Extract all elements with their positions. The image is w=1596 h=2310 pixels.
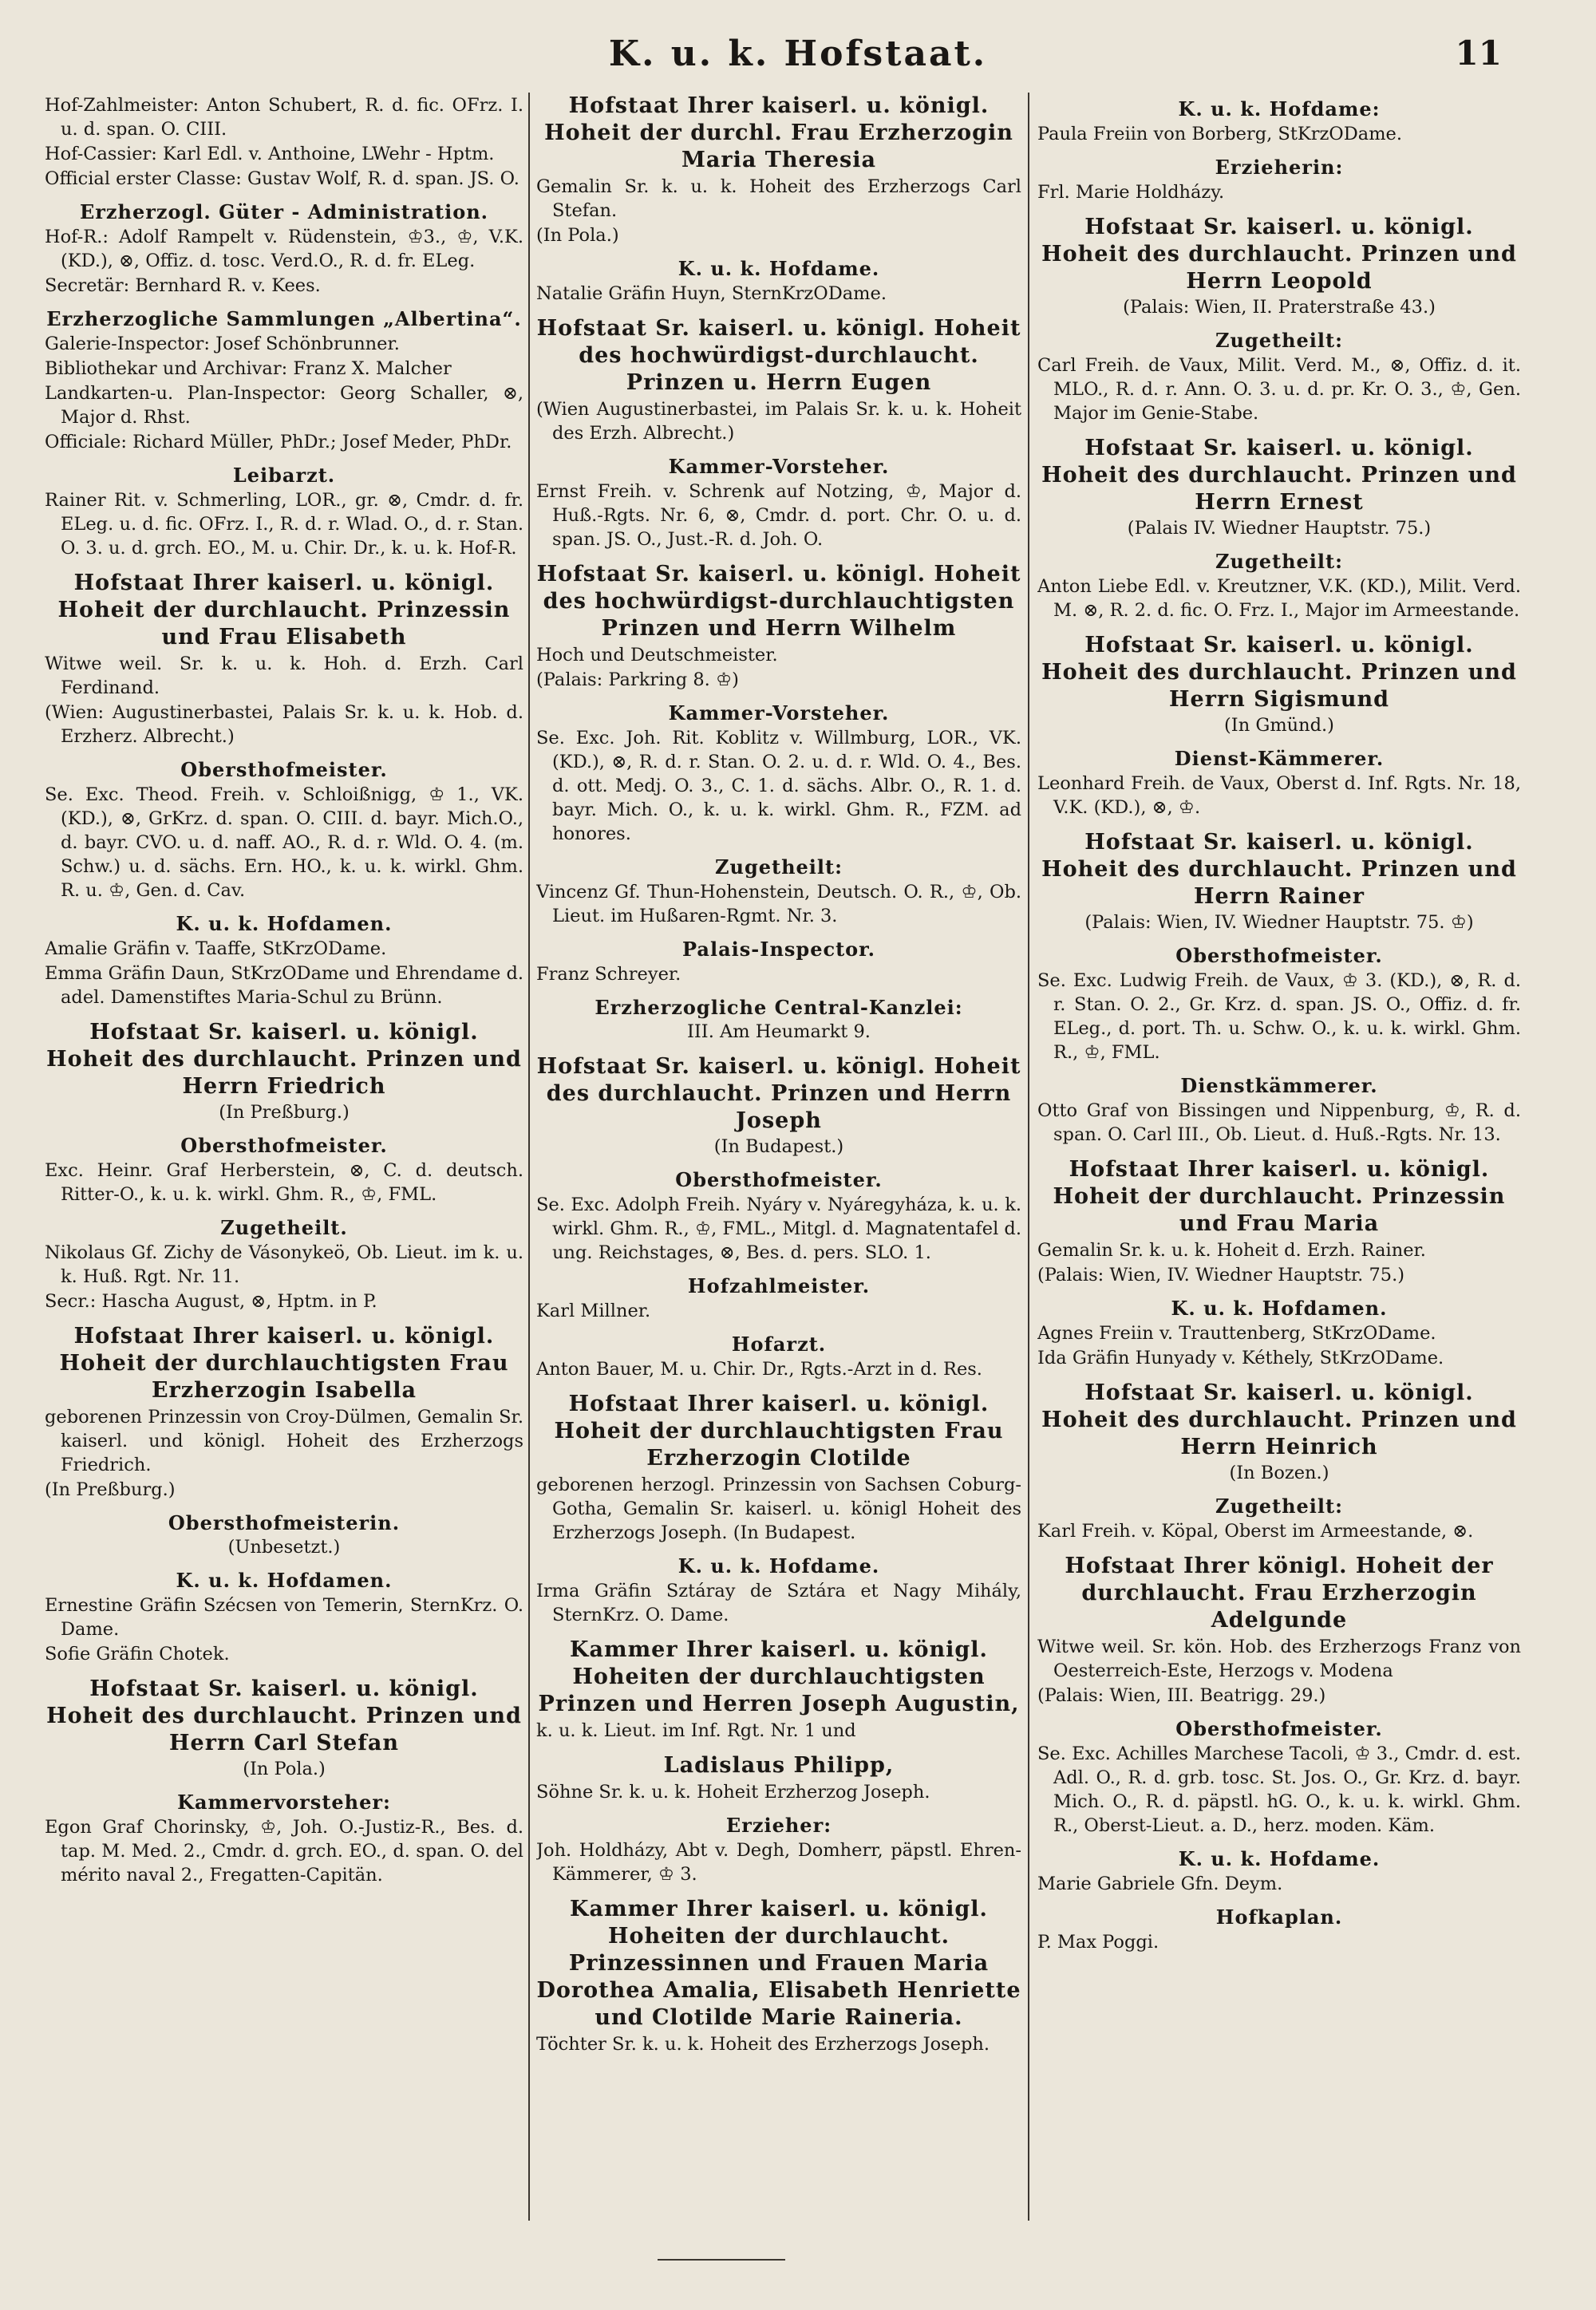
section-block: [45, 912, 523, 1009]
section-block: [536, 1896, 1021, 2056]
subsection-heading: Kammer-Vorsteher.: [668, 455, 890, 478]
section-block: [1037, 1847, 1521, 1896]
section-block: [1037, 214, 1521, 319]
entry-text: Nikolaus Gf. Zichy de Vásonykeö, Ob. Lieut. im k. u. k. Huß. Rgt. Nr. 11.: [45, 1242, 523, 1287]
location-note: (Palais: Wien, IV. Wiedner Hauptstr. 75. ♔): [1084, 912, 1474, 933]
subsection-heading: Kammervorsteher:: [177, 1791, 391, 1814]
section-block: [45, 464, 523, 560]
section-heading: Hofstaat Ihrer königl. Hoheit der durchlaucht. Frau Erzherzogin Adelgunde: [1065, 1554, 1494, 1633]
section-heading: Hofstaat Ihrer kaiserl. u. königl. Hoheit der durchlauchtigsten Frau Erzherzogin Clotilde: [554, 1392, 1004, 1471]
location-note: (In Bozen.): [1229, 1463, 1329, 1483]
running-head: K. u. k. Hofstaat.: [608, 34, 988, 74]
subsection-heading: Dienst-Kämmerer.: [1174, 747, 1385, 770]
entry-text: Irma Gräfin Sztáray de Sztára et Nagy Mihály, SternKrz. O. Dame.: [536, 1581, 1021, 1625]
section-block: [1037, 1156, 1521, 1287]
section-block: [45, 570, 523, 748]
entry-text: Ernst Freih. v. Schrenk auf Notzing, ♔, Major d. Huß.-Rgts. Nr. 6, ⊗, Cmdr. d. port. Chr. O. u. d. span. JS. O., Just.-R. d. Joh. O.: [536, 481, 1021, 550]
location-note: (Palais: Wien, II. Praterstraße 43.): [1123, 297, 1436, 318]
column-rule: [1028, 93, 1029, 2221]
entry-text: Ernestine Gräfin Szécsen von Temerin, SternKrz. O. Dame.: [45, 1595, 523, 1640]
subsection-heading: Leibarzt.: [232, 464, 336, 487]
section-heading: Kammer Ihrer kaiserl. u. königl. Hoheiten der durchlauchtigsten Prinzen und Herren Joseph Augustin,: [538, 1637, 1020, 1716]
entry-text: Se. Exc. Ludwig Freih. de Vaux, ♔ 3. (KD.), ⊗, R. d. r. Stan. O. 2., Gr. Krz. d. span. JS. O., Offiz. d. fr. ELeg., d. port. Th. u. Schw. O., k. u. k. wirkl. Ghm. R., ♔, FML.: [1037, 970, 1521, 1063]
subsection-heading: Hofkaplan.: [1215, 1905, 1343, 1929]
entry-text: Gemalin Sr. k. u. k. Hoheit d. Erzh. Rainer.: [1037, 1240, 1426, 1261]
entry-text: Carl Freih. de Vaux, Milit. Verd. M., ⊗, Offiz. d. it. MLO., R. d. r. Ann. O. 3. u. d. pr. Kr. O. 3., ♔, Gen. Major im Genie-Stabe.: [1037, 355, 1521, 424]
section-heading: Hofstaat Ihrer kaiserl. u. königl. Hoheit der durchl. Frau Erzherzogin Maria Theresia: [544, 93, 1013, 172]
footer-rule: [658, 2259, 785, 2261]
entry-text: Leonhard Freih. de Vaux, Oberst d. Inf. Rgts. Nr. 18, V.K. (KD.), ⊗, ♔.: [1037, 773, 1521, 818]
section-block: [1037, 97, 1521, 146]
section-block: [1037, 1074, 1521, 1147]
section-block: [45, 1019, 523, 1124]
section-heading: Hofstaat Sr. kaiserl. u. königl. Hoheit des durchlaucht. Prinzen und Herrn Sigismund: [1041, 633, 1517, 712]
section-block: [536, 1637, 1021, 1743]
entry-text: Töchter Sr. k. u. k. Hoheit des Erzherzogs Joseph.: [536, 2034, 990, 2055]
section-block: [536, 996, 1021, 1044]
section-block: [45, 1791, 523, 1887]
subsection-heading: Zugetheilt:: [1215, 550, 1343, 573]
subsection-heading: Erzieher:: [725, 1814, 832, 1837]
section-block: [45, 93, 523, 191]
section-heading: Ladislaus Philipp,: [663, 1753, 895, 1778]
entry-text: Natalie Gräfin Huyn, SternKrzODame.: [536, 283, 887, 304]
subsection-heading: Hofarzt.: [731, 1333, 827, 1356]
section-block: [1037, 1495, 1521, 1543]
subsection-heading: K. u. k. Hofdame.: [1178, 1847, 1381, 1870]
entry-text: geborenen herzogl. Prinzessin von Sachsen Coburg-Gotha, Gemalin Sr. kaiserl. u. königl Hoheit des Erzherzogs Joseph. (In Budapest.: [536, 1475, 1021, 1543]
section-block: [1037, 747, 1521, 819]
section-block: [45, 1134, 523, 1206]
entry-text: geborenen Prinzessin von Croy-Dülmen, Gemalin Sr. kaiserl. und königl. Hoheit des Erzherzogs Friedrich.: [45, 1407, 523, 1475]
entry-text: Vincenz Gf. Thun-Hohenstein, Deutsch. O. R., ♔, Ob. Lieut. im Hußaren-Rgmt. Nr. 3.: [536, 882, 1021, 926]
location-note: (Palais IV. Wiedner Hauptstr. 75.): [1127, 518, 1432, 539]
section-block: [536, 561, 1021, 692]
subsection-heading: K. u. k. Hofdamen.: [176, 1569, 393, 1592]
section-heading: Hofstaat Ihrer kaiserl. u. königl. Hoheit der durchlauchtigsten Frau Erzherzogin Isabella: [59, 1324, 509, 1403]
section-heading: Hofstaat Sr. kaiserl. u. königl. Hoheit des durchlaucht. Prinzen und Herrn Rainer: [1041, 830, 1517, 909]
subsection-heading: Zugetheilt:: [1215, 1495, 1343, 1518]
subsection-heading: K. u. k. Hofdame.: [678, 257, 880, 280]
entry-text: (In Preßburg.): [45, 1479, 176, 1500]
section-heading: Hofstaat Sr. kaiserl. u. königl. Hoheit des durchlaucht. Prinzen und Herrn Heinrich: [1041, 1380, 1517, 1459]
section-block: [45, 200, 523, 298]
section-block: [536, 701, 1021, 846]
section-block: [536, 1333, 1021, 1381]
section-heading: Hofstaat Ihrer kaiserl. u. königl. Hoheit der durchlaucht. Prinzessin und Frau Elisabeth: [57, 571, 511, 650]
entry-text: Hof-Zahlmeister: Anton Schubert, R. d. fic. OFrz. I. u. d. span. O. CIII.: [45, 95, 523, 140]
subsection-heading: Kammer-Vorsteher.: [668, 701, 890, 725]
subsection-heading: Hofzahlmeister.: [687, 1274, 871, 1297]
section-block: [1037, 944, 1521, 1064]
subsection-heading: Zugetheilt:: [714, 855, 843, 879]
entry-text: Landkarten-u. Plan-Inspector: Georg Schaller, ⊗, Major d. Rhst.: [45, 383, 523, 428]
section-block: [1037, 829, 1521, 934]
subsection-heading: Erzherzogliche Sammlungen „Albertina“.: [46, 307, 522, 330]
section-block: [1037, 1717, 1521, 1838]
entry-text: Franz Schreyer.: [536, 964, 681, 985]
section-block: [1037, 156, 1521, 204]
entry-text: Hoch und Deutschmeister.: [536, 645, 778, 665]
section-block: [1037, 435, 1521, 540]
entry-text: Hof-Cassier: Karl Edl. v. Anthoine, LWehr - Hptm.: [45, 144, 495, 164]
section-block: [536, 1391, 1021, 1545]
section-block: [1037, 1553, 1521, 1708]
section-block: [45, 1569, 523, 1666]
entry-text: Se. Exc. Joh. Rit. Koblitz v. Willmburg, LOR., VK. (KD.), ⊗, R. d. r. Stan. O. 2. u. d. r. Wld. O. 4., Bes. d. ott. Medj. O. 3., C. 1. d. sächs. Albr. O., R. 1. d. bayr. Mich. O., k. u. k. wirkl. Ghm. R., FZM. ad honores.: [536, 728, 1021, 844]
section-block: [536, 1554, 1021, 1627]
entry-text: (Palais: Parkring 8. ♔): [536, 669, 739, 690]
entry-text: Bibliothekar und Archivar: Franz X. Malcher: [45, 358, 452, 379]
entry-text: Galerie-Inspector: Josef Schönbrunner.: [45, 334, 400, 354]
section-block: [45, 1511, 523, 1559]
section-block: [45, 1676, 523, 1781]
location-note: (In Preßburg.): [219, 1102, 350, 1123]
column-2: [536, 93, 1021, 2221]
location-note: (Unbesetzt.): [227, 1537, 341, 1558]
entry-text: Sofie Gräfin Chotek.: [45, 1644, 230, 1664]
entry-text: (Wien: Augustinerbastei, Palais Sr. k. u. k. Hob. d. Erzherz. Albrecht.): [45, 702, 523, 747]
section-block: [536, 1168, 1021, 1265]
section-block: [1037, 329, 1521, 425]
section-block: [536, 93, 1021, 247]
entry-text: Otto Graf von Bissingen und Nippenburg, ♔, R. d. span. O. Carl III., Ob. Lieut. d. Huß.-Rgts. Nr. 13.: [1037, 1100, 1521, 1145]
section-heading: Hofstaat Sr. kaiserl. u. königl. Hoheit des durchlaucht. Prinzen und Herrn Ernest: [1041, 436, 1517, 515]
entry-text: Karl Millner.: [536, 1301, 651, 1321]
section-heading: Hofstaat Sr. kaiserl. u. königl. Hoheit des hochwürdigst-durchlauchtigsten Prinzen und Herrn Wilhelm: [536, 562, 1021, 641]
entry-text: Se. Exc. Achilles Marchese Tacoli, ♔ 3., Cmdr. d. est. Adl. O., R. d. grb. tosc. St. Jos. O., Gr. Krz. d. bayr. Mich. O., R. d. päpstl. hG. O., k. u. k. wirkl. Ghm. R., Oberst-Lieut. a. D., herz. moden. Käm.: [1037, 1743, 1521, 1836]
entry-text: Frl. Marie Holdházy.: [1037, 182, 1225, 203]
subsection-heading: Obersthofmeisterin.: [168, 1511, 401, 1534]
entry-text: Witwe weil. Sr. kön. Hob. des Erzherzogs Franz von Oesterreich-Este, Herzogs v. Modena: [1037, 1637, 1521, 1681]
subsection-heading: K. u. k. Hofdame:: [1178, 97, 1381, 120]
entry-text: (In Pola.): [536, 225, 619, 246]
entry-text: (Wien Augustinerbastei, im Palais Sr. k. u. k. Hoheit des Erzh. Albrecht.): [536, 399, 1021, 444]
entry-text: Secretär: Bernhard R. v. Kees.: [45, 275, 321, 296]
entry-text: Witwe weil. Sr. k. u. k. Hoh. d. Erzh. Carl Ferdinand.: [45, 654, 523, 698]
entry-text: Egon Graf Chorinsky, ♔, Joh. O.-Justiz-R., Bes. d. tap. M. Med. 2., Cmdr. d. grch. EO., d. span. O. del mérito naval 2., Fregatten-Capitän.: [45, 1817, 523, 1886]
entry-text: Anton Liebe Edl. v. Kreutzner, V.K. (KD.), Milit. Verd. M. ⊗, R. 2. d. fic. O. Frz. I., Major im Armeestande.: [1037, 576, 1521, 621]
entry-text: Ida Gräfin Hunyady v. Kéthely, StKrzODame.: [1037, 1348, 1444, 1368]
section-block: [45, 1323, 523, 1502]
subsection-heading: Palais-Inspector.: [682, 938, 875, 961]
section-block: [536, 1752, 1021, 1804]
entry-text: Agnes Freiin v. Trauttenberg, StKrzODame.: [1037, 1323, 1436, 1344]
subsection-heading: Obersthofmeister.: [180, 758, 388, 781]
subsection-heading: Obersthofmeister.: [1175, 944, 1383, 967]
entry-text: Secr.: Hascha August, ⊗, Hptm. in P.: [45, 1291, 377, 1312]
location-note: (In Pola.): [243, 1759, 326, 1779]
entry-text: Gemalin Sr. k. u. k. Hoheit des Erzherzogs Carl Stefan.: [536, 176, 1021, 221]
entry-text: (Palais: Wien, IV. Wiedner Hauptstr. 75.): [1037, 1265, 1405, 1285]
subsection-heading: K. u. k. Hofdamen.: [1171, 1297, 1388, 1320]
entry-text: Hof-R.: Adolf Rampelt v. Rüdenstein, ♔3., ♔, V.K. (KD.), ⊗, Offiz. d. tosc. Verd.O., R. d. fr. ELeg.: [45, 227, 523, 271]
subsection-heading: Obersthofmeister.: [675, 1168, 883, 1191]
location-note: (In Budapest.): [713, 1136, 844, 1157]
section-block: [536, 1053, 1021, 1159]
section-block: [536, 257, 1021, 306]
entry-text: Karl Freih. v. Köpal, Oberst im Armeestande, ⊗.: [1037, 1521, 1474, 1542]
entry-text: Emma Gräfin Daun, StKrzODame und Ehrendame d. adel. Damenstiftes Maria-Schul zu Brünn.: [45, 963, 523, 1008]
entry-text: Se. Exc. Theod. Freih. v. Schloißnigg, ♔ 1., VK. (KD.), ⊗, GrKrz. d. span. O. CIII. d. bayr. Mich.O., d. bayr. CVO. u. d. naff. AO., R. d. r. Wld. O. 4. (m. Schw.) u. d. sächs. Ern. HO., k. u. k. wirkl. Ghm. R. u. ♔, Gen. d. Cav.: [45, 784, 523, 901]
subsection-heading: Dienstkämmerer.: [1180, 1074, 1378, 1097]
column-1: [45, 93, 523, 2221]
column-rule: [528, 93, 530, 2221]
section-heading: Hofstaat Sr. kaiserl. u. königl. Hoheit des hochwürdigst-durchlaucht. Prinzen u. Herrn Eugen: [536, 316, 1021, 395]
entry-text: P. Max Poggi.: [1037, 1932, 1159, 1953]
entry-text: Exc. Heinr. Graf Herberstein, ⊗, C. d. deutsch. Ritter-O., k. u. k. wirkl. Ghm. R., ♔, FML.: [45, 1160, 523, 1205]
section-block: [536, 1814, 1021, 1886]
subsection-heading: Zugetheilt.: [220, 1216, 348, 1239]
section-heading: Hofstaat Sr. kaiserl. u. königl. Hoheit des durchlaucht. Prinzen und Herrn Leopold: [1041, 215, 1517, 294]
entry-text: Se. Exc. Adolph Freih. Nyáry v. Nyáregyháza, k. u. k. wirkl. Ghm. R., ♔, FML., Mitgl. d. Magnatentafel d. ung. Reichstages, ⊗, Bes. d. pers. SLO. 1.: [536, 1194, 1021, 1263]
section-heading: Hofstaat Ihrer kaiserl. u. königl. Hoheit der durchlaucht. Prinzessin und Frau Maria: [1053, 1157, 1506, 1236]
section-heading: Hofstaat Sr. kaiserl. u. königl. Hoheit des durchlaucht. Prinzen und Herrn Friedrich: [46, 1020, 522, 1099]
section-heading: Hofstaat Sr. kaiserl. u. königl. Hoheit des durchlaucht. Prinzen und Herrn Carl Stefan: [46, 1676, 522, 1755]
subsection-heading: Erzherzogliche Central-Kanzlei:: [595, 996, 963, 1019]
section-block: [45, 1216, 523, 1313]
page-number: 11: [1455, 34, 1502, 73]
section-block: [536, 938, 1021, 986]
entry-text: Rainer Rit. v. Schmerling, LOR., gr. ⊗, Cmdr. d. fr. ELeg. u. d. fic. OFrz. I., R. d. r. Wlad. O., d. r. Stan. O. 3. u. d. grch. EO., M. u. Chir. Dr., k. u. k. Hof-R.: [45, 490, 523, 559]
entry-text: Officiale: Richard Müller, PhDr.; Josef Meder, PhDr.: [45, 432, 512, 452]
subsection-heading: K. u. k. Hofdamen.: [176, 912, 393, 935]
section-block: [1037, 1297, 1521, 1370]
entry-text: Joh. Holdházy, Abt v. Degh, Domherr, päpstl. Ehren-Kämmerer, ♔ 3.: [536, 1840, 1021, 1885]
section-block: [45, 758, 523, 902]
subsection-heading: Obersthofmeister.: [1175, 1717, 1383, 1740]
section-block: [536, 855, 1021, 928]
location-note: (In Gmünd.): [1224, 715, 1334, 736]
section-heading: Kammer Ihrer kaiserl. u. königl. Hoheiten der durchlaucht. Prinzessinnen und Frauen Maria Dorothea Amalia, Elisabeth Henriette und Clotilde Marie Raineria.: [536, 1897, 1021, 2030]
entry-text: k. u. k. Lieut. im Inf. Rgt. Nr. 1 und: [536, 1720, 856, 1741]
subsection-heading: K. u. k. Hofdame.: [678, 1554, 880, 1578]
subsection-heading: Zugetheilt:: [1215, 329, 1343, 352]
section-block: [1037, 1905, 1521, 1954]
section-block: [45, 307, 523, 454]
entry-text: Official erster Classe: Gustav Wolf, R. d. span. JS. O.: [45, 168, 519, 189]
entry-text: Anton Bauer, M. u. Chir. Dr., Rgts.-Arzt in d. Res.: [536, 1359, 982, 1380]
entry-text: Marie Gabriele Gfn. Deym.: [1037, 1874, 1283, 1894]
section-block: [536, 1274, 1021, 1323]
subsection-heading: Erzherzogl. Güter - Administration.: [79, 200, 489, 223]
subsection-heading: Obersthofmeister.: [180, 1134, 388, 1157]
section-block: [1037, 632, 1521, 737]
entry-text: (Palais: Wien, III. Beatrigg. 29.): [1037, 1685, 1326, 1706]
subsection-heading: Erzieherin:: [1215, 156, 1344, 179]
section-block: [1037, 550, 1521, 622]
location-note: III. Am Heumarkt 9.: [687, 1021, 871, 1042]
section-block: [536, 315, 1021, 445]
entry-text: Amalie Gräfin v. Taaffe, StKrzODame.: [45, 938, 387, 959]
entry-text: Paula Freiin von Borberg, StKrzODame.: [1037, 124, 1403, 144]
column-3: [1037, 93, 1521, 2221]
section-block: [536, 455, 1021, 551]
entry-text: Söhne Sr. k. u. k. Hoheit Erzherzog Joseph.: [536, 1782, 930, 1803]
section-heading: Hofstaat Sr. kaiserl. u. königl. Hoheit des durchlaucht. Prinzen und Herrn Joseph: [536, 1054, 1021, 1133]
section-block: [1037, 1380, 1521, 1485]
